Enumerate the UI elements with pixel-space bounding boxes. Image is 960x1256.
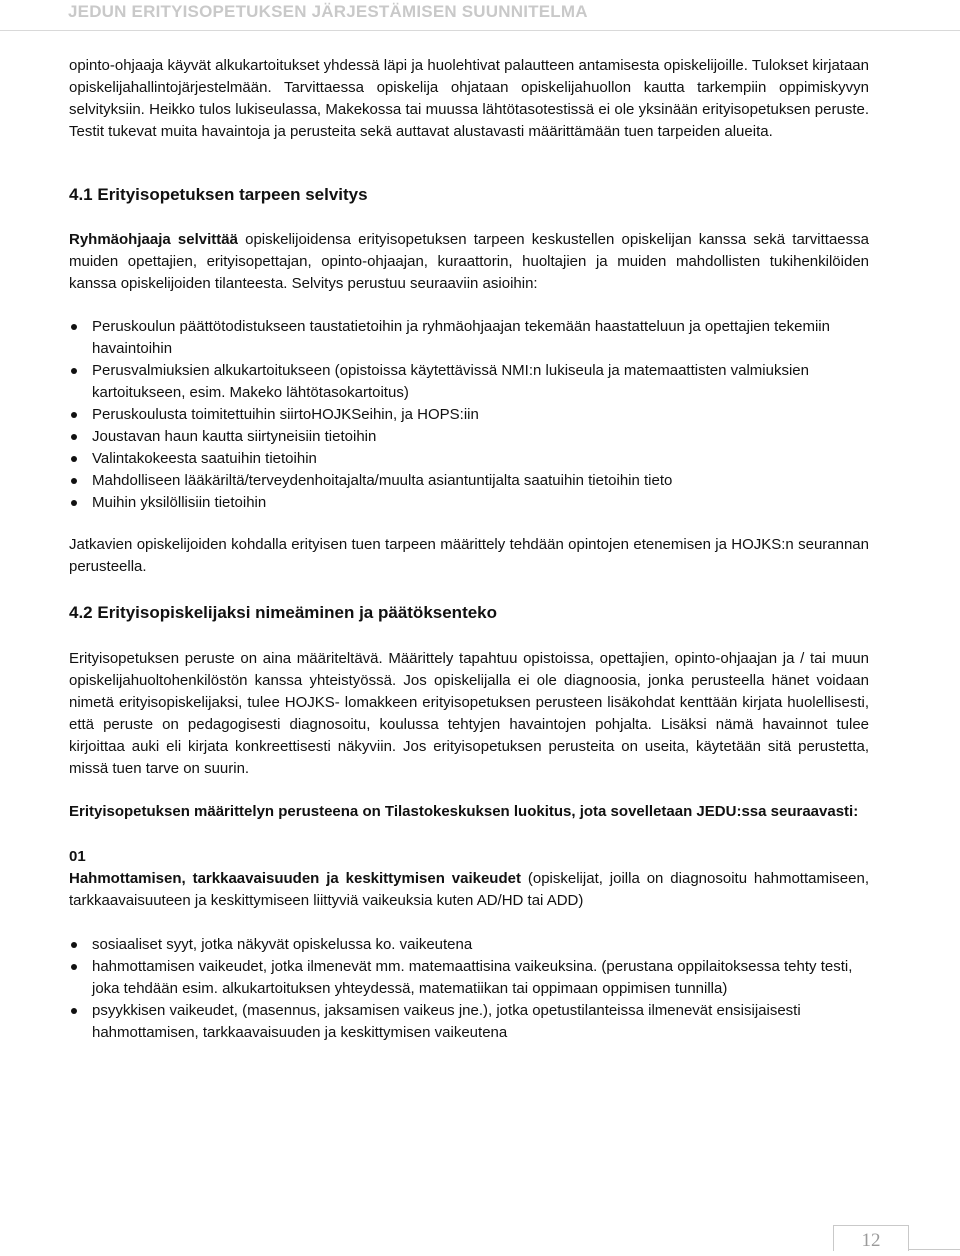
lead-text: opiskelijoidensa erityisopetuksen tarpeen keskustellen opiskelijan kanssa sekä tarvittaessa muiden opettajien, erityisopettajan, opinto-ohjaajan, kuraattorin, huoltajien ja muiden mahdollisten tukihenkilöiden kanssa opiskelijoiden tilanteesta. Selvitys perustuu seuraaviin asioihin: bbox=[69, 231, 869, 292]
list-item: Perusvalmiuksien alkukartoitukseen (opistoissa käytettävissä NMI:n lukiseula ja matemaattisten valmiuksien kartoitukseen, esim. Makeko lähtötasokartoitus) bbox=[69, 360, 869, 404]
classification-heading-text: Erityisopetuksen määrittelyn perusteena on Tilastokeskuksen luokitus, jota sovelletaan JEDU:ssa seuraavasti: bbox=[69, 803, 859, 820]
list-item: Muihin yksilöllisiin tietoihin bbox=[69, 492, 869, 514]
header-divider bbox=[0, 30, 960, 31]
list-item: psyykkisen vaikeudet, (masennus, jaksamisen vaikeus jne.), jotka opetustilanteissa ilmenevät ensisijaisesti hahmottamisen, tarkkaavaisuuden ja keskittymisen vaikeutena bbox=[69, 1000, 869, 1044]
section-4-1-heading: 4.1 Erityisopetuksen tarpeen selvitys bbox=[69, 185, 368, 204]
category-code-text: 01 bbox=[69, 848, 86, 865]
footer-divider bbox=[908, 1249, 960, 1250]
list-item: Mahdolliseen lääkäriltä/terveydenhoitajalta/muulta asiantuntijalta saatuihin tietoihin tieto bbox=[69, 470, 869, 492]
section-4-2-heading: 4.2 Erityisopiskelijaksi nimeäminen ja päätöksenteko bbox=[69, 603, 498, 622]
classification-heading bbox=[69, 801, 869, 823]
category-description bbox=[69, 868, 869, 912]
category-explanation: (opiskelijat, joilla on diagnosoitu hahmottamiseen, tarkkaavaisuuteen ja keskittymiseen liittyviä vaikeuksia kuten AD/HD tai ADD) bbox=[69, 870, 869, 909]
list-item: Joustavan haun kautta siirtyneisiin tietoihin bbox=[69, 426, 869, 448]
list-item: sosiaaliset syyt, jotka näkyvät opiskelussa ko. vaikeutena bbox=[69, 934, 869, 956]
section-4-1-lead-paragraph bbox=[69, 229, 869, 295]
running-header-title: JEDUN ERITYISOPETUKSEN JÄRJESTÄMISEN SUUNNITELMA bbox=[68, 2, 588, 21]
lead-bold-text: Ryhmäohjaaja selvittää bbox=[69, 231, 238, 248]
category-title: Hahmottamisen, tarkkaavaisuuden ja keskittymisen vaikeudet bbox=[69, 870, 521, 887]
page-number: 12 bbox=[833, 1225, 909, 1251]
continuing-students-paragraph: Jatkavien opiskelijoiden kohdalla erityisen tuen tarpeen määrittely tehdään opintojen etenemisen ja HOJKS:n seurannan perusteella. bbox=[69, 536, 869, 575]
intro-paragraph: opinto-ohjaaja käyvät alkukartoitukset yhdessä läpi ja huolehtivat palautteen antamisesta opiskelijoille. Tulokset kirjataan opiskelijahallintojärjestelmään. Tarvittaessa opiskelija ohjataan opiskelijahuollon kautta tarkempiin oppimiskyvyn selvityksiin. Heikko tulos lukiseulassa, Makekossa tai muussa lähtötasotestissä ei ole yksinään erityisopetuksen peruste. Testit tukevat muita havaintoja ja perusteita sekä auttavat alustavasti määrittämään tuen tarpeiden alueita. bbox=[69, 57, 869, 140]
section-4-2-paragraph: Erityisopetuksen peruste on aina määriteltävä. Määrittely tapahtuu opistoissa, opettajien, opinto-ohjaajan ja / tai muun opiskelijahuoltohenkilöstön kanssa yhteistyössä. Jos opiskelijalla ei ole diagnoosia, jonka perusteella hänet voidaan nimetä erityisopiskelijaksi, tulee HOJKS- lomakkeen erityisopetuksen perusteen lisäkohdat kenttään kirjata huolellisesti, että peruste on pedagogisesti diagnosoitu, koulussa tehtyjen havaintojen pohjalta. Lisäksi nämä havainnot tulee kirjoittaa auki eli kirjata konkreettisesti näkyviin. Jos erityisopetuksen perusteita on useita, käytetään sitä perustetta, missä tuen tarve on suurin. bbox=[69, 650, 869, 777]
list-item: Valintakokeesta saatuihin tietoihin bbox=[69, 448, 869, 470]
difficulty-list bbox=[69, 934, 869, 1044]
page-content bbox=[69, 55, 869, 1044]
category-code bbox=[69, 846, 869, 868]
list-item: Peruskoulusta toimitettuihin siirtoHOJKSeihin, ja HOPS:iin bbox=[69, 404, 869, 426]
assessment-basis-list bbox=[69, 316, 869, 514]
list-item: Peruskoulun päättötodistukseen taustatietoihin ja ryhmäohjaajan tekemään haastatteluun ja opettajien tekemiin havaintoihin bbox=[69, 316, 869, 360]
list-item: hahmottamisen vaikeudet, jotka ilmenevät mm. matemaattisina vaikeuksina. (perustana oppilaitoksessa tehty testi, joka tehdään esim. alkukartoituksen yhteydessä, matematiikan tai oppimaan oppimisen tunnilla) bbox=[69, 956, 869, 1000]
